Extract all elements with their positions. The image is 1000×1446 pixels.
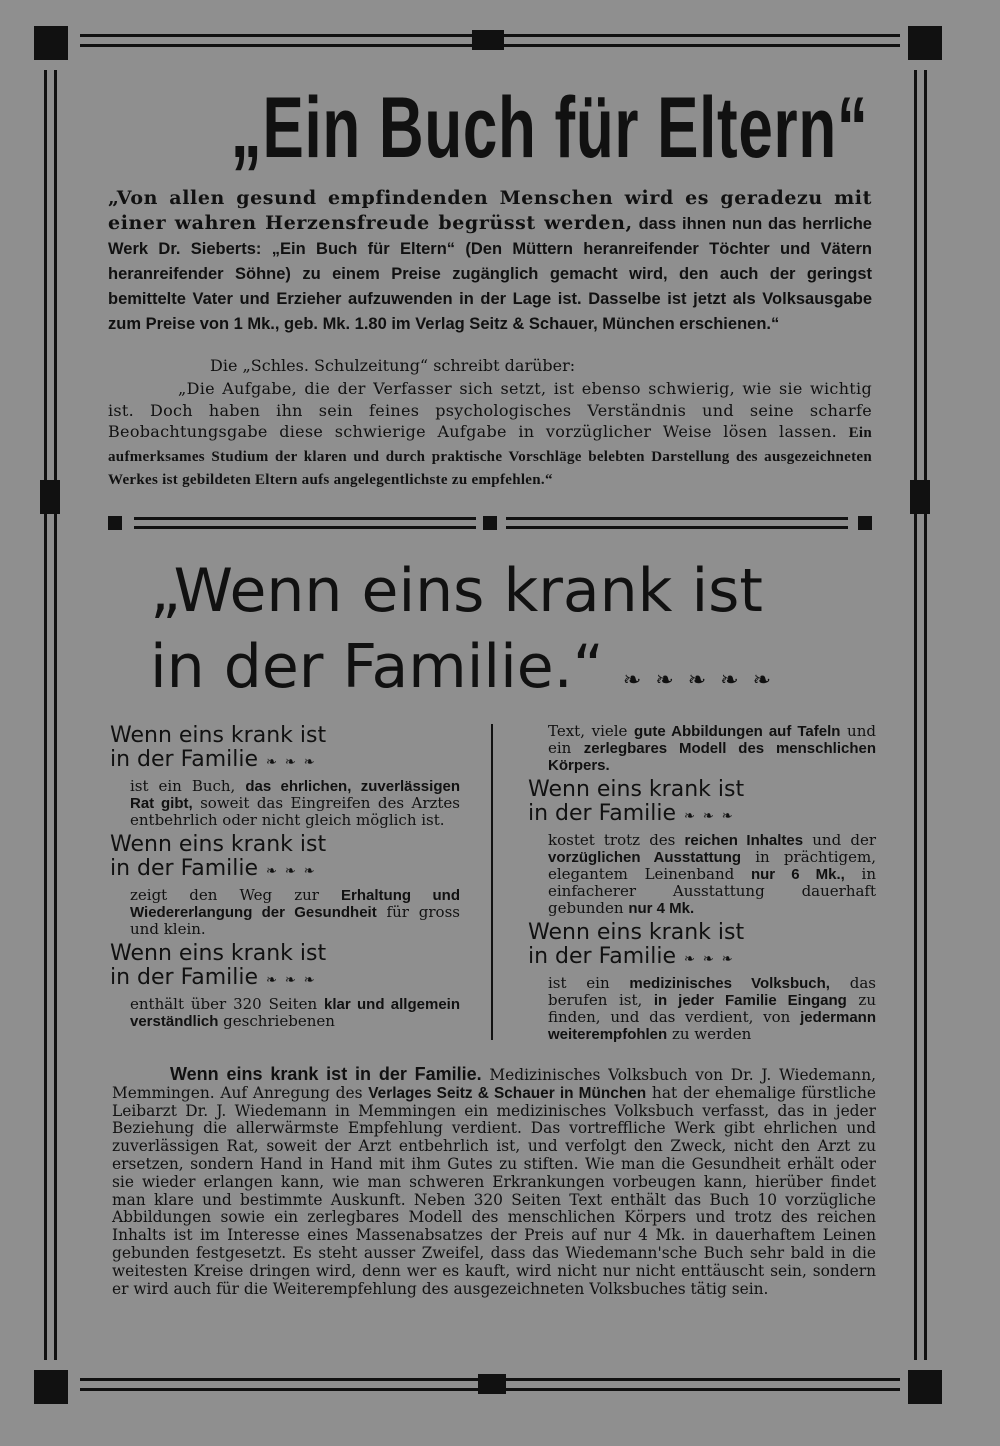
ad2-review-text-a: Medizinisches Volksbuch von Dr. J. Wiedemann, Memmingen. Auf Anregung des xyxy=(112,1066,877,1102)
entry-text-part: zeigt den Weg zur xyxy=(130,886,342,904)
divider-rule xyxy=(506,517,848,520)
entry-text-part: kostet trotz des xyxy=(548,831,685,849)
divider-rule xyxy=(134,526,476,529)
frame-left-rule xyxy=(54,70,57,1360)
entry-text-part: geschriebenen xyxy=(218,1012,335,1030)
entry-bold-text: jedermann weiterempfohlen xyxy=(548,1009,876,1043)
ornament-icon: ❧❧❧ xyxy=(266,755,323,770)
ad1-lead xyxy=(108,186,872,336)
divider-ornament xyxy=(483,516,497,530)
frame-corner-bottom-right xyxy=(908,1370,942,1404)
entry-heading-line1: Wenn eins krank ist xyxy=(528,777,745,802)
entry-heading-line2-text: in der Familie xyxy=(528,801,677,826)
ornament-icon: ❧❧❧ xyxy=(684,809,741,824)
ornament-icon: ❧❧❧ xyxy=(266,973,323,988)
entry-heading-line2 xyxy=(528,945,876,972)
ad1-review-bold-text: Ein aufmerksames Studium der klaren und durch praktische Vorschläge belebten Darstellung des ausgezeichneten Werkes ist gebildeten Eltern aufs angelegentlichste zu empfehlen.“ xyxy=(108,425,873,488)
entry-text-part: ist ein xyxy=(548,974,630,992)
entry-text-part: zu werden xyxy=(667,1025,752,1043)
entry-heading-line2-text: in der Familie xyxy=(110,856,259,881)
entry-heading xyxy=(110,942,460,993)
entry-heading-line2 xyxy=(528,802,876,829)
ad1-lead-rest-inline: dass ihnen nun das herrliche Werk Dr. Sieberts: „Ein Buch für Eltern“ (Den Müttern heranreifender Töchter und Vätern heranreifender Söhne) zu einem Preise zugänglich gemacht wird, den auch der geringst bemittelte Vater und Erzieher aufzuwenden in der Lage ist. Dasselbe ist jetzt als Volksausgabe zum Preise von 1 Mk., geb. Mk. 1.80 im Verlag Seitz & Schauer, München erschienen.“ xyxy=(108,215,872,333)
frame-bottom-ornament xyxy=(478,1374,506,1394)
divider-ornament xyxy=(858,516,872,530)
ad2-title-line1: „Wenn eins krank ist xyxy=(150,556,763,626)
ad2-review-bold: Verlages Seitz & Schauer in München xyxy=(368,1084,647,1102)
entry-heading-line2-text: in der Familie xyxy=(110,965,259,990)
ad1-review-intro: Die „Schles. Schulzeitung“ schreibt darüber: xyxy=(210,356,576,375)
ad2-title-line2 xyxy=(150,632,785,716)
right-column xyxy=(528,720,876,1047)
entry-bold-text: Erhaltung und Wiedererlangung der Gesundheit xyxy=(130,887,461,921)
ad2-review xyxy=(112,1066,876,1298)
frame-corner-top-left xyxy=(34,26,68,60)
frame-right-rule xyxy=(914,70,917,1360)
entry-bold-text: klar und allgemein verständlich xyxy=(130,996,460,1030)
entry-bold-text: nur 4 Mk. xyxy=(628,900,695,917)
entry-bold-text: vorzüglichen Ausstattung xyxy=(548,849,742,866)
ornament-icon: ❧❧❧ xyxy=(266,864,323,879)
entry-text xyxy=(528,832,876,917)
entry-heading-line2-text: in der Familie xyxy=(110,747,259,772)
column-separator xyxy=(491,724,493,1040)
entry-text-part: für gross und klein. xyxy=(130,903,460,938)
ornament-icon: ❧❧❧❧❧ xyxy=(622,668,786,693)
entry-text-part: und ein xyxy=(548,722,876,757)
entry-bold-text: nur 6 Mk., xyxy=(750,866,845,883)
entry-heading-line2 xyxy=(110,857,460,884)
entry-heading-line2-text: in der Familie xyxy=(528,944,677,969)
entry-heading-line1: Wenn eins krank ist xyxy=(110,941,327,966)
entry-text xyxy=(110,887,460,938)
entry-heading xyxy=(528,921,876,972)
entry-heading-line2 xyxy=(110,748,460,775)
entry-text xyxy=(528,723,876,774)
entry-heading-line1: Wenn eins krank ist xyxy=(110,723,327,748)
entry-text-part: Text, viele xyxy=(548,722,635,740)
frame-left-rule xyxy=(44,70,47,1360)
entry-heading-line1: Wenn eins krank ist xyxy=(110,832,327,857)
ad2-review-text-b: hat der ehemalige fürstliche Leibarzt Dr. J. Wiedemann in Memmingen ein medizinisches Volksbuch verfasst, das in jeder Beziehung die allerwärmste Empfehlung verdient. Das vortreffliche Werk gibt ehrlichen und zuverlässigen Rat, soweit der Arzt entbehrlich ist, und verfolgt den Zweck, nicht den Arzt zu ersetzen, sondern Hand in Hand mit ihm Gutes zu stiften. Wie man die Gesundheit erhält oder sie wieder erlangen kann, wie man schweren Erkrankungen vorbeugen kann, hierüber findet man klare und bestimmte Auskunft. Neben 320 Seiten Text enthält das Buch 10 vorzügliche Abbildungen sowie ein zerlegbares Modell des menschlichen Körpers und trotz des reichen Inhalts ist im Interesse eines Massenabsatzes der Preis auf nur 4 Mk. in dauerhaftem Leinen gebunden festgesetzt. Es steht ausser Zweifel, dass das Wiedemann'sche Buch sehr bald in die weitesten Kreise dringen wird, denn wer es kauft, wird nicht nur nicht enttäuscht sein, sondern er wird auch für die Weiterempfehlung des ausgezeichneten Volksbuches tätig sein. xyxy=(112,1083,876,1298)
entry-text xyxy=(528,975,876,1043)
entry-heading-line1: Wenn eins krank ist xyxy=(528,920,745,945)
entry-bold-text: medizinisches Volksbuch, xyxy=(629,975,830,992)
ornament-icon: ❧❧❧ xyxy=(684,952,741,967)
entry-text-part: in einfacherer Ausstattung dauerhaft gebunden xyxy=(548,865,876,917)
ad1-review-text xyxy=(108,378,872,492)
frame-corner-bottom-left xyxy=(34,1370,68,1404)
entry-text xyxy=(110,996,460,1030)
ad2-title-line2-text: in der Familie.“ xyxy=(150,632,604,702)
divider-rule xyxy=(506,526,848,529)
entry-text xyxy=(110,778,460,829)
entry-bold-text: reichen Inhaltes xyxy=(684,832,804,849)
entry-text-part: enthält über 320 Seiten xyxy=(130,995,325,1013)
frame-top-ornament xyxy=(472,30,504,50)
ad1-title: „Ein Buch für Eltern“ xyxy=(230,80,869,176)
frame-right-ornament xyxy=(910,480,930,514)
divider-ornament xyxy=(108,516,122,530)
frame-left-ornament xyxy=(40,480,60,514)
frame-right-rule xyxy=(924,70,927,1360)
entry-text-part: in prächtigem, elegantem Leinenband xyxy=(548,848,876,883)
entry-bold-text: in jeder Familie Eingang xyxy=(653,992,847,1009)
entry-bold-text: gute Abbildungen auf Tafeln xyxy=(634,723,841,740)
entry-heading xyxy=(110,833,460,884)
divider-rule xyxy=(134,517,476,520)
entry-heading xyxy=(110,724,460,775)
entry-bold-text: zerlegbares Modell des menschlichen Körpers. xyxy=(548,740,876,774)
entry-text-part: ist ein Buch, xyxy=(130,777,246,795)
ad1-lead-bold: „Von allen gesund empfindenden Menschen wird es geradezu mit einer wahren Herzensfreude begrüsst werden, xyxy=(108,187,872,234)
frame-corner-top-right xyxy=(908,26,942,60)
entry-heading xyxy=(528,778,876,829)
entry-bold-text: das ehrlichen, zuverlässigen Rat gibt, xyxy=(130,778,460,812)
entry-text-part: das berufen ist, xyxy=(548,974,876,1009)
entry-heading-line2 xyxy=(110,966,460,993)
ad1-review-text-body: „Die Aufgabe, die der Verfasser sich setzt, ist ebenso schwierig, wie sie wichtig ist. Doch haben ihn sein feines psychologisches Verständnis und seine scharfe Beobachtungsgabe diese schwierige Aufgabe in vorzüglicher Weise lösen lassen. xyxy=(108,379,872,441)
ad2-review-lead: Wenn eins krank ist in der Familie. xyxy=(170,1064,482,1084)
entry-text-part: zu finden, und das verdient, von xyxy=(548,991,876,1026)
entry-text-part: soweit das Eingreifen des Arztes entbehrlich oder nicht gleich möglich ist. xyxy=(130,794,461,829)
entry-text-part: und der xyxy=(803,831,876,849)
left-column xyxy=(110,724,460,1034)
